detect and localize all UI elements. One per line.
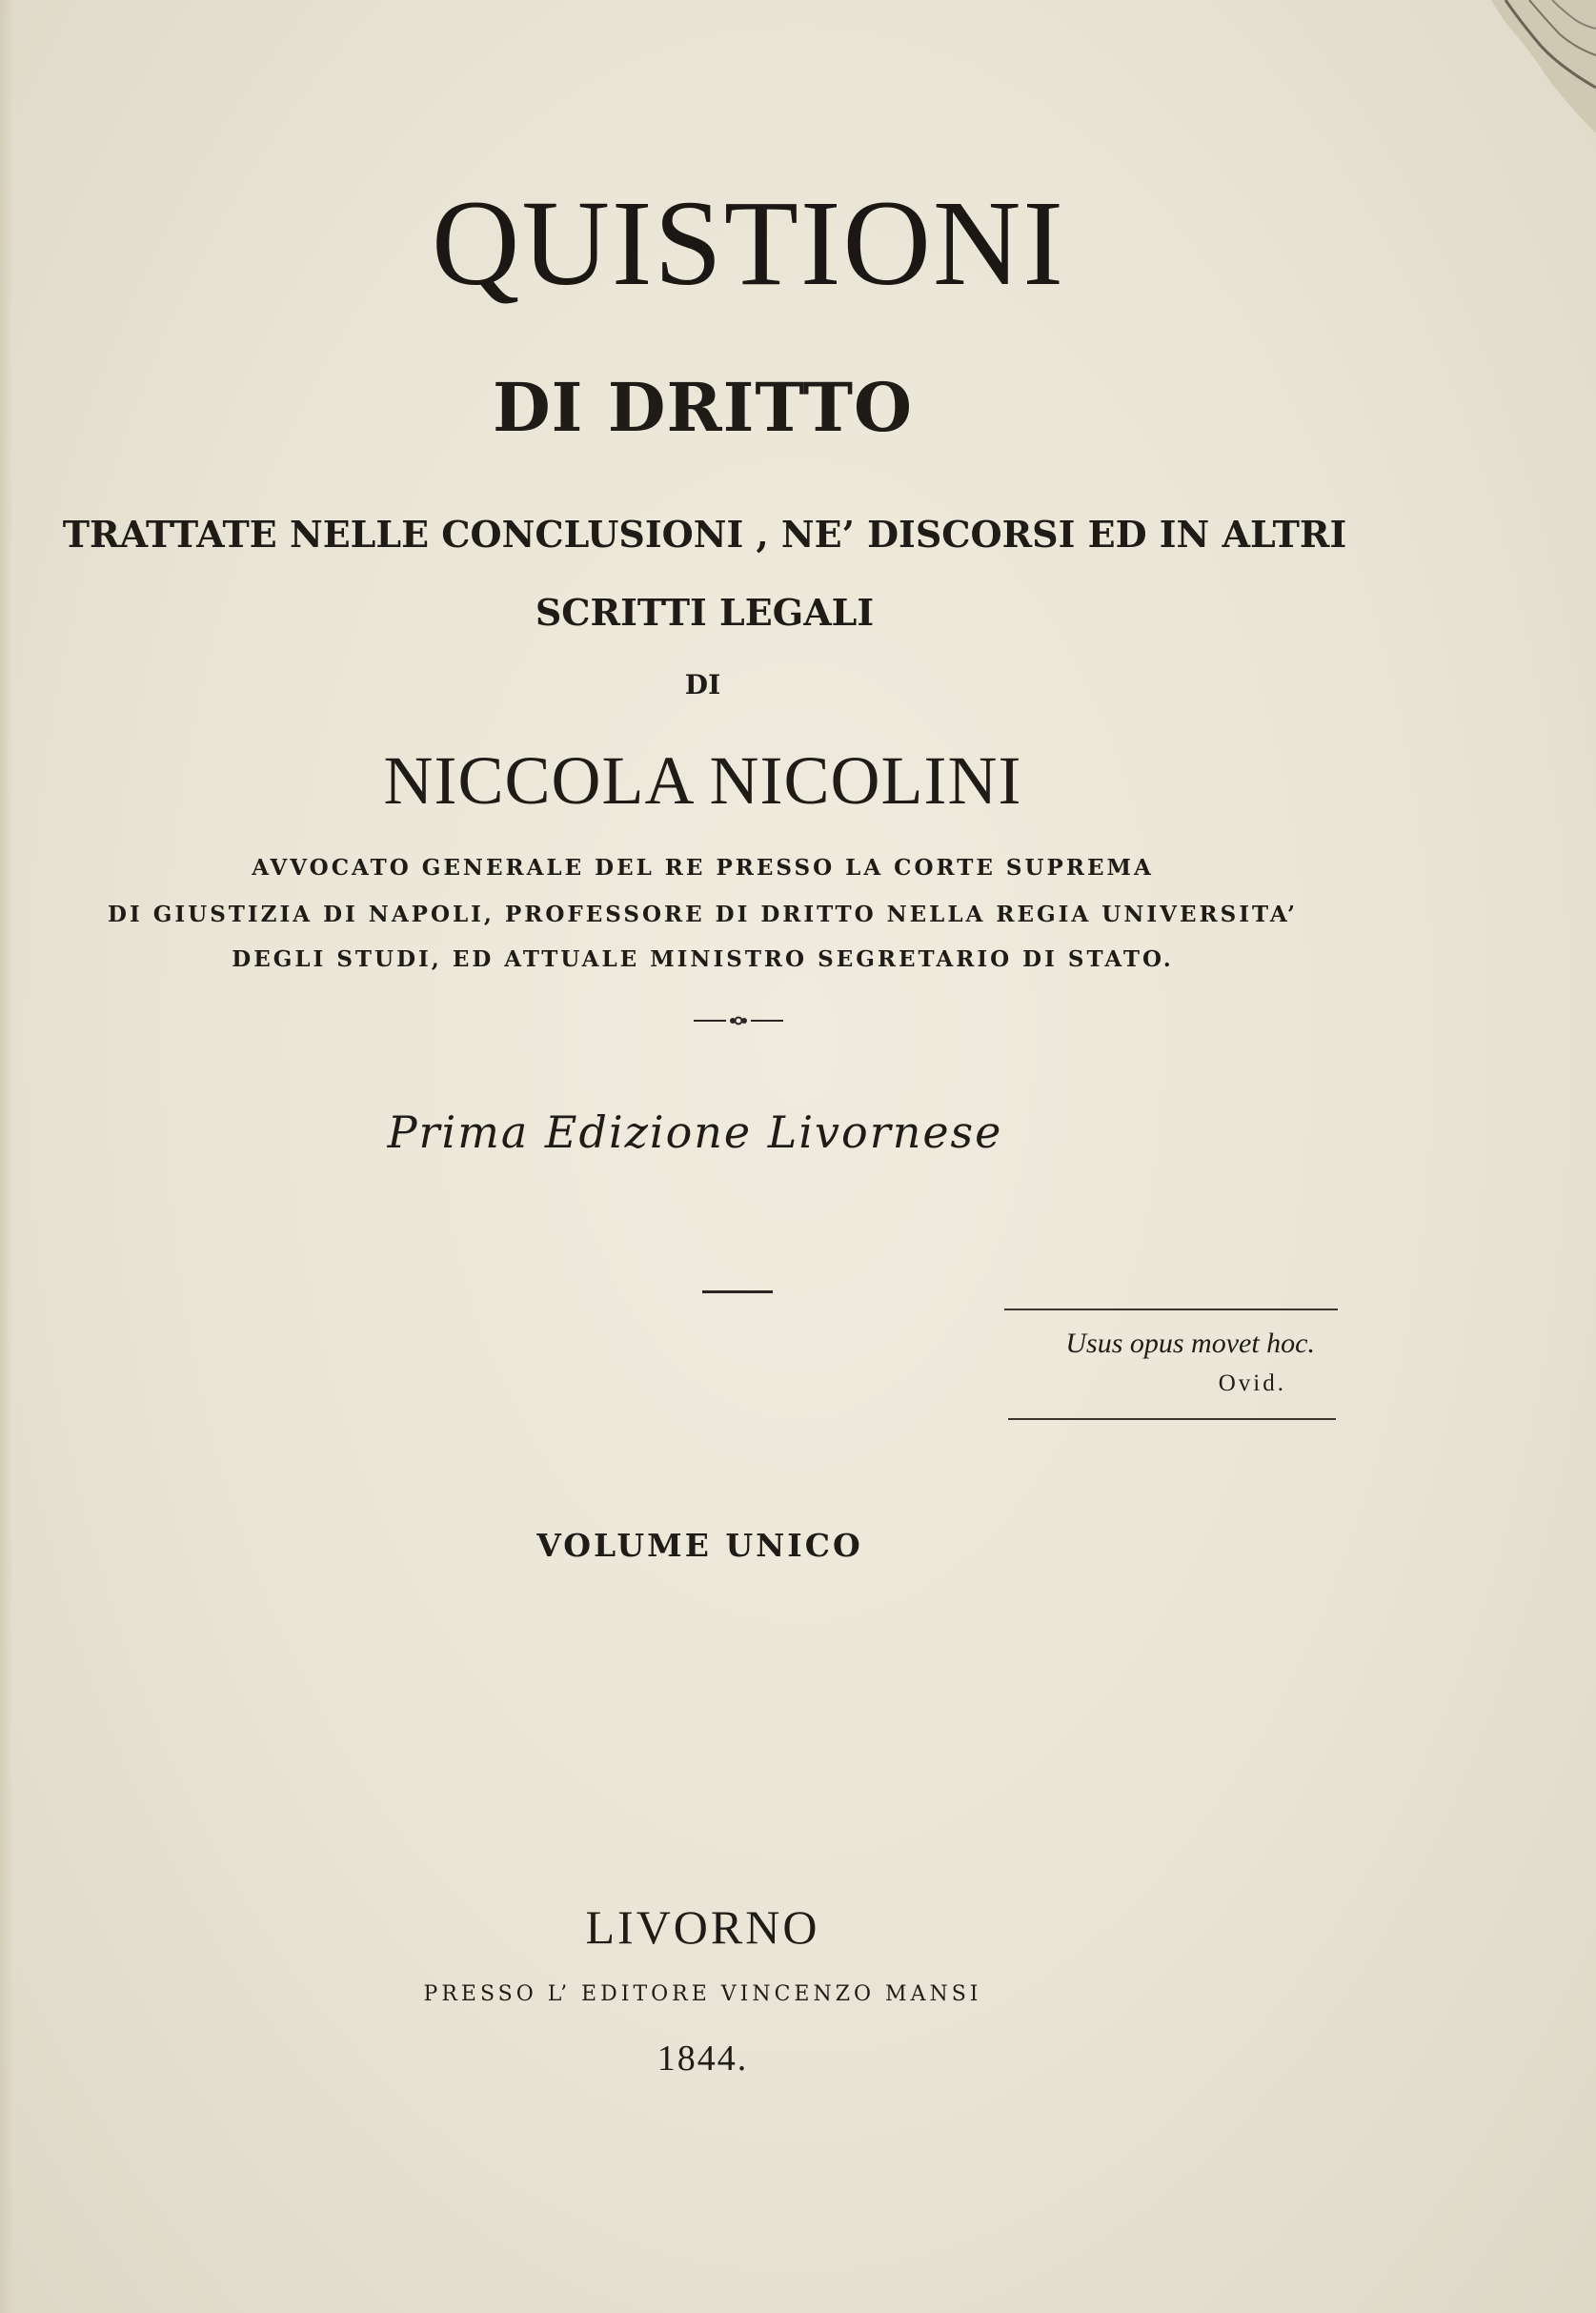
by-line: DI [684,669,721,700]
affiliation-line-3: DEGLI STUDI, ED ATTUALE MINISTRO SEGRETARIO DI STATO. [232,946,1174,972]
dash-dot-ornament-icon [694,1014,783,1027]
affiliation-line-2: DI GIUSTIZIA DI NAPOLI, PROFESSORE DI DRITTO NELLA REGIA UNIVERSITA’ [108,902,1298,927]
page-subtitle: DI DRITTO [492,368,914,447]
author-name: NICCOLA NICOLINI [383,742,1022,819]
publisher-line: PRESSO L’ EDITORE VINCENZO MANSI [423,1982,982,2006]
edition-statement: Prima Edizione Livornese [387,1106,1003,1158]
description-line-1: TRATTATE NELLE CONCLUSIONI , NE’ DISCORSI ED IN ALTRI [62,513,1347,556]
epigraph-rule-bottom [1008,1418,1336,1420]
description-line-2: SCRITTI LEGALI [535,591,875,634]
epigraph-rule-top [1004,1309,1338,1310]
publication-city: LIVORNO [585,1900,820,1954]
page-title: QUISTIONI [432,175,1065,311]
epigraph-source: Ovid. [1218,1370,1286,1396]
affiliation-line-1: AVVOCATO GENERALE DEL RE PRESSO LA CORTE SUPREMA [252,855,1154,881]
epigraph-quote: Usus opus movet hoc. [1065,1328,1315,1359]
short-divider [702,1290,773,1293]
volume-label: VOLUME UNICO [536,1527,863,1564]
torn-corner-icon [1453,0,1596,133]
publication-year: 1844. [657,2039,749,2079]
